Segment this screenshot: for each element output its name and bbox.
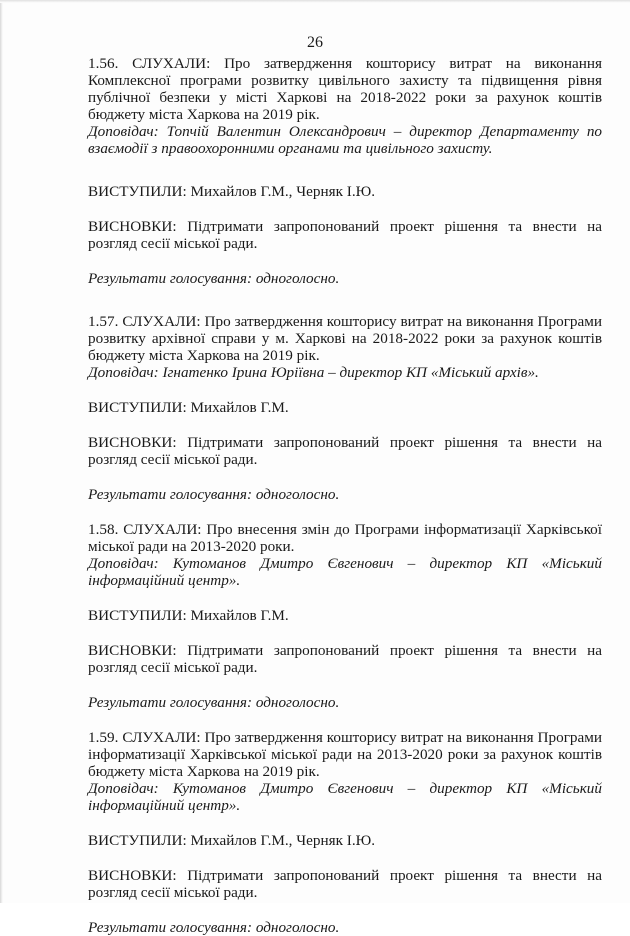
speaker-paragraph [88,780,602,814]
heard-paragraph [88,55,602,123]
spoke-label: ВИСТУПИЛИ: [88,183,187,200]
heard-paragraph [88,313,602,364]
speaker-label: Доповідач: [88,364,159,381]
speaker-paragraph [88,555,602,589]
minutes-content [88,55,602,936]
heard-text: Про затвердження кошторису витрат на виконання Комплексної програми розвитку цивільного захисту та підвищення рівня публічної безпеки у місті Харкові на 2018-2022 роки за рахунок коштів бюджету міста Харкова на 2019 рік. [88,55,602,123]
vote-result: Результати голосування: одноголосно. [88,270,340,287]
speaker-text: Ігнатенко Ірина Юріївна – директор КП «Міський архів». [162,364,539,381]
agenda-item [88,313,602,503]
speaker-label: Доповідач: [88,555,159,572]
vote-result: Результати голосування: одноголосно. [88,694,340,711]
speaker-paragraph [88,364,602,381]
conclusions-paragraph [88,867,602,901]
speaker-paragraph [88,123,602,157]
vote-result: Результати голосування: одноголосно. [88,486,340,503]
speaker-text: Кутоманов Дмитро Євгенович – директор КП «Міський інформаційний центр». [88,780,602,814]
spoke-paragraph [88,183,602,200]
heard-label: 1.59. СЛУХАЛИ: [88,729,201,746]
speaker-text: Топчій Валентин Олександрович – директор Департаменту по взаємодії з правоохоронними органами та цивільного захисту. [88,123,603,157]
conclusions-label: ВИСНОВКИ: [88,218,177,235]
speaker-text: Кутоманов Дмитро Євгенович – директор КП «Міський інформаційний центр». [88,555,602,589]
conclusions-label: ВИСНОВКИ: [88,434,177,451]
page-number: 26 [307,34,323,51]
spoke-paragraph [88,399,602,416]
conclusions-text: Підтримати запропонований проект рішення та внести на розгляд сесії міської ради. [88,867,603,901]
vote-result: Результати голосування: одноголосно. [88,919,340,936]
heard-paragraph [88,729,602,780]
heard-text: Про затвердження кошторису витрат на виконання Програми інформатизації Харківської міської ради на 2013-2020 роки за рахунок коштів бюджету міста Харкова на 2019 рік. [88,729,602,780]
conclusions-text: Підтримати запропонований проект рішення та внести на розгляд сесії міської ради. [88,218,603,252]
conclusions-paragraph [88,218,602,252]
conclusions-paragraph [88,434,602,468]
spoke-text: Михайлов Г.М., Черняк І.Ю. [190,183,376,200]
heard-label: 1.56. СЛУХАЛИ: [88,55,211,72]
conclusions-text: Підтримати запропонований проект рішення та внести на розгляд сесії міської ради. [88,642,603,676]
heard-label: 1.57. СЛУХАЛИ: [88,313,201,330]
conclusions-label: ВИСНОВКИ: [88,642,177,659]
heard-text: Про внесення змін до Програми інформатизації Харківської міської ради на 2013-2020 роки. [88,521,602,555]
spoke-paragraph [88,607,602,624]
heard-text: Про затвердження кошторису витрат на виконання Програми розвитку архівної справи у м. Харкові на 2018-2022 роки за рахунок коштів бюджету міста Харкова на 2019 рік. [88,313,602,364]
conclusions-label: ВИСНОВКИ: [88,867,177,884]
spoke-label: ВИСТУПИЛИ: [88,832,187,849]
conclusions-paragraph [88,642,602,676]
spoke-label: ВИСТУПИЛИ: [88,607,187,624]
page-edge-top [0,0,630,3]
agenda-item [88,729,602,936]
spoke-text: Михайлов Г.М., Черняк І.Ю. [190,832,376,849]
spoke-paragraph [88,832,602,849]
spoke-text: Михайлов Г.М. [190,607,289,624]
speaker-label: Доповідач: [88,123,159,140]
speaker-label: Доповідач: [88,780,159,797]
spoke-label: ВИСТУПИЛИ: [88,399,187,416]
spoke-text: Михайлов Г.М. [190,399,289,416]
heard-label: 1.58. СЛУХАЛИ: [88,521,202,538]
agenda-item [88,521,602,711]
page-edge [0,0,3,903]
conclusions-text: Підтримати запропонований проект рішення та внести на розгляд сесії міської ради. [88,434,603,468]
agenda-item [88,55,602,287]
heard-paragraph [88,521,602,555]
